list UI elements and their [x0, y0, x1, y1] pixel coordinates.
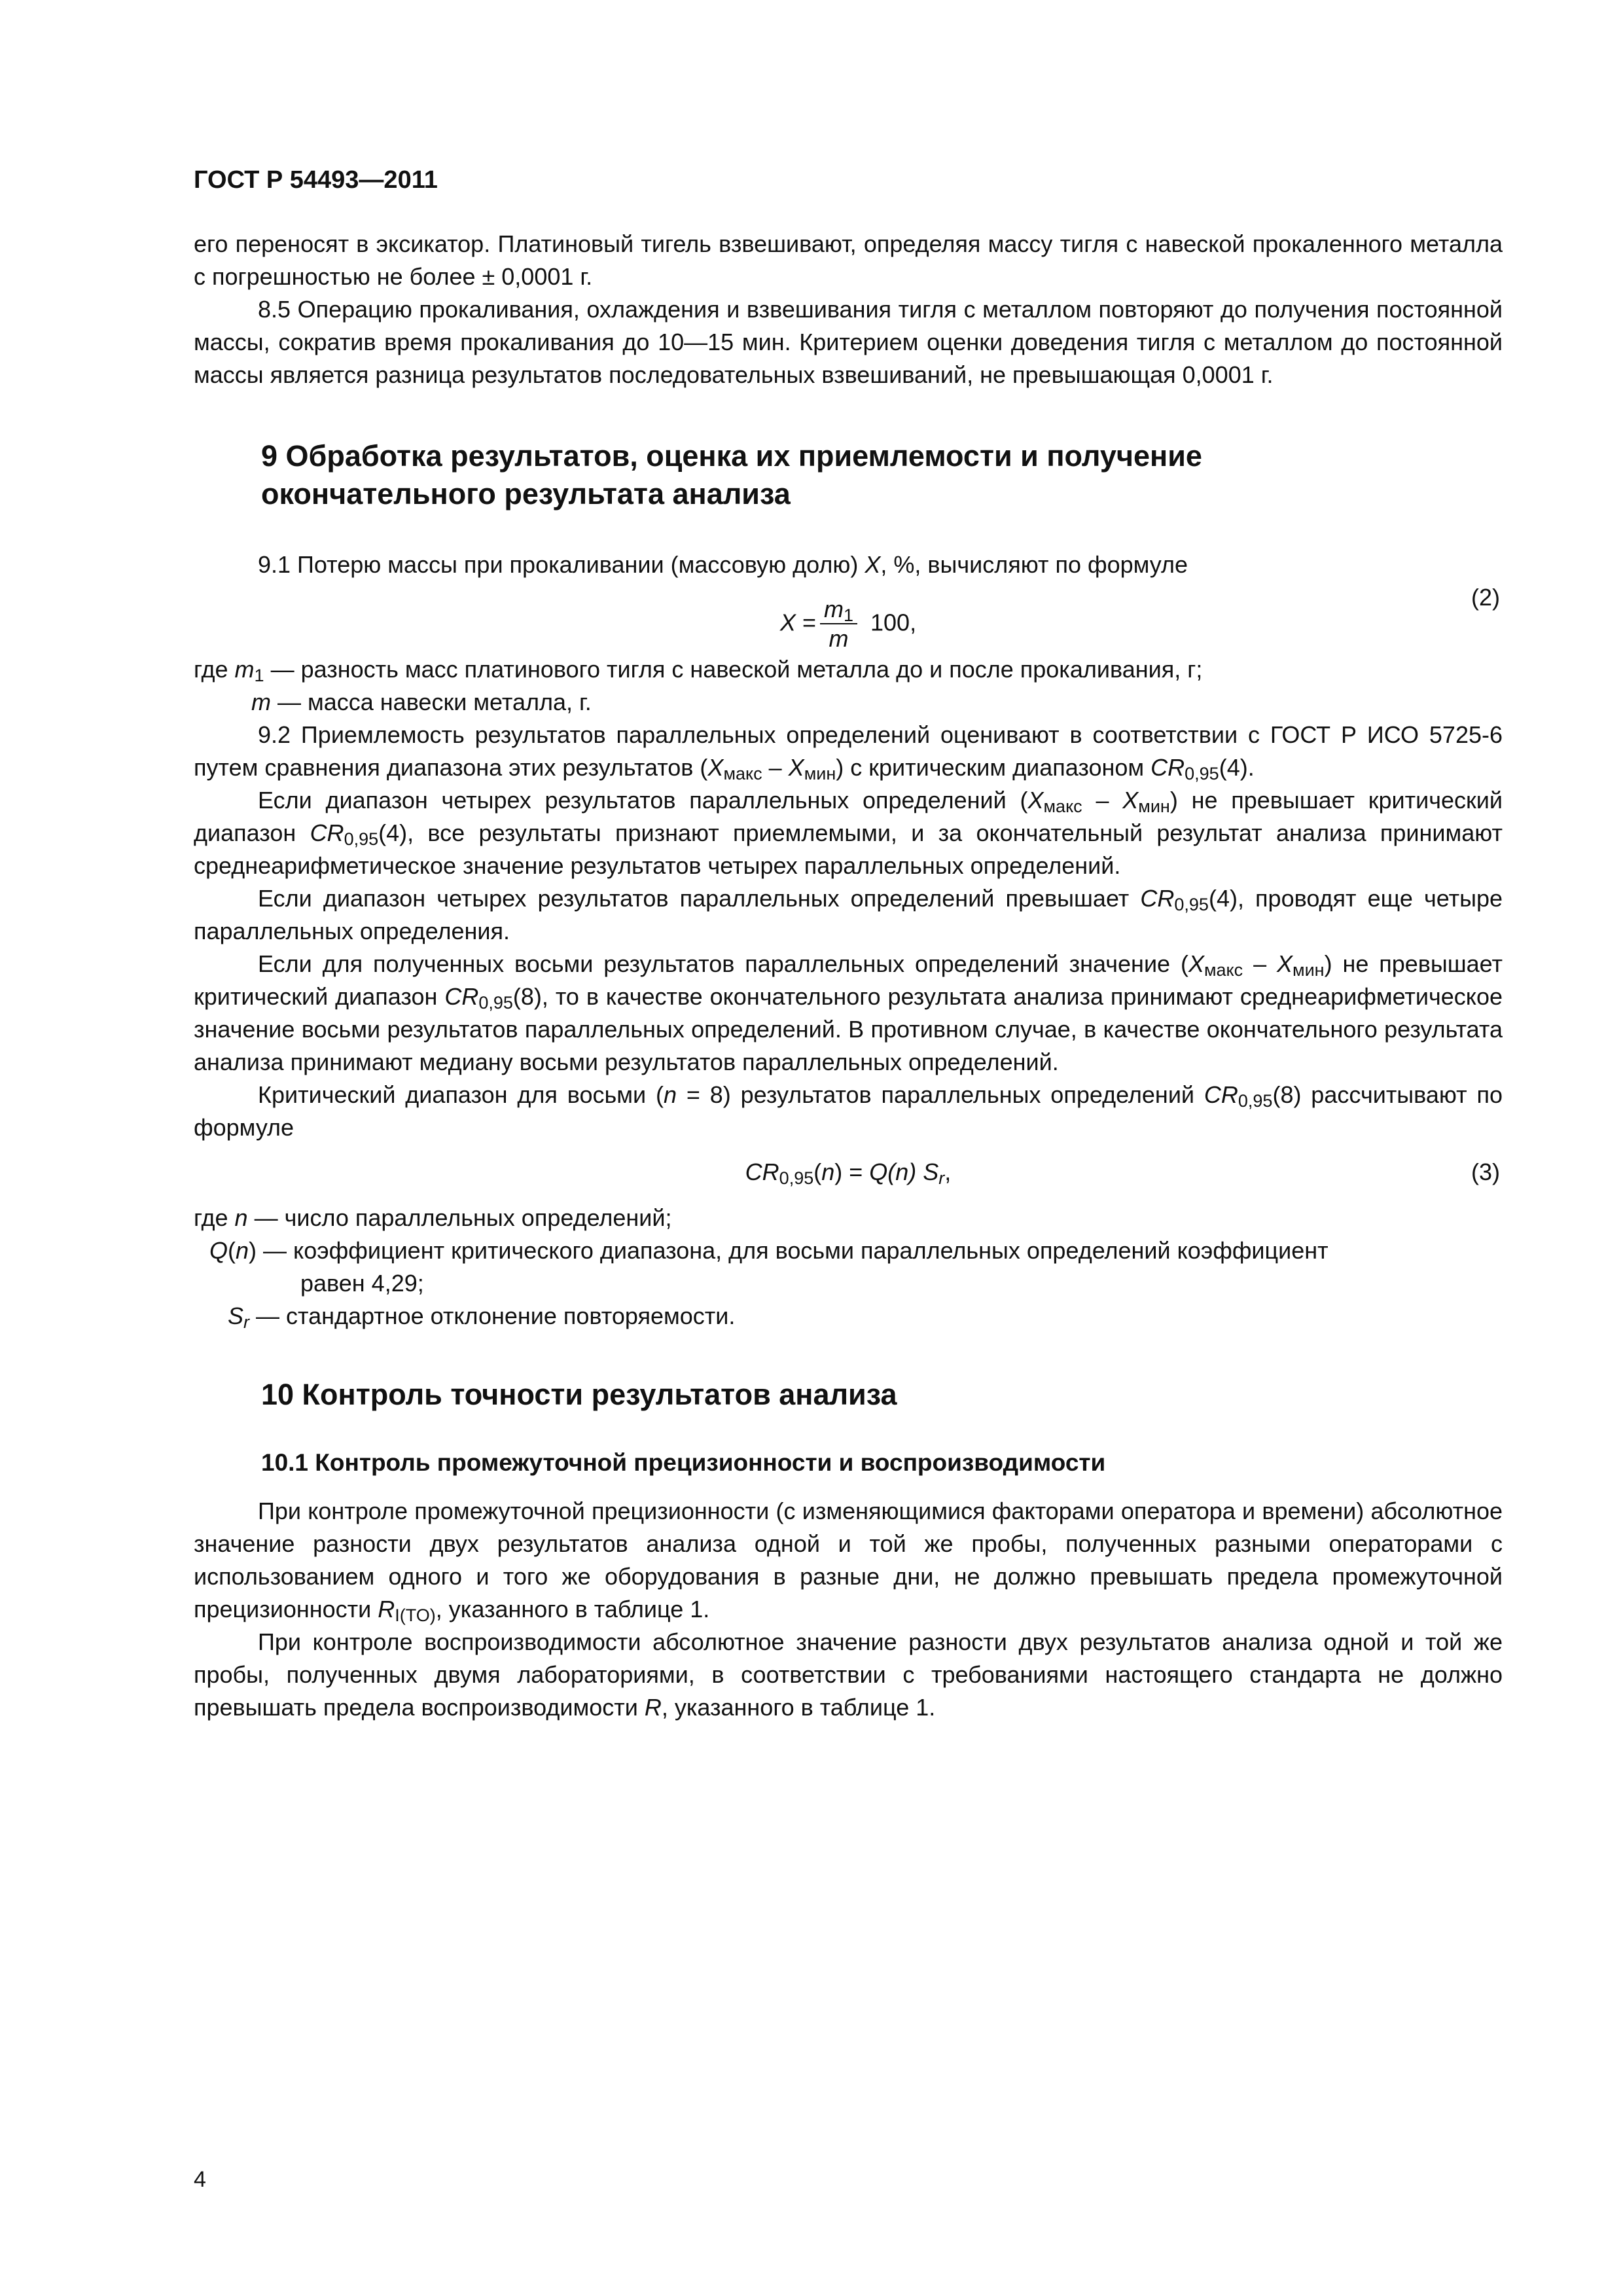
legend-q: Q(n) — коэффициент критического диапазона, для восьми параллельных определений коэффициент [209, 1237, 1329, 1264]
paragraph-range-exceeded: Если диапазон четырех результатов параллельных определений превышает $CR_{0,95}(4)$, проводят еще четыре параллельных определения. [194, 885, 1503, 944]
subsection-10-1-heading: 10.1 Контроль промежуточной прецизионности и воспроизводимости [261, 1449, 1106, 1476]
formula-3-expression: $CR_{0,95}(n) = Q(n)$ $S_r$, [745, 1158, 952, 1188]
paragraph-9-1: 9.1 Потерю массы при прокаливании (массовую долю) X, %, вычисляют по формуле [258, 551, 1188, 578]
document-page [194, 164, 1503, 2232]
paragraph-eight-results: Если для полученных восьми результатов параллельных определений значение $(X_{макс} - X_{мин})$ не превышает критический диапазон $CR_{0,95}(8)$, то в качестве окончательного результата анализа принимают среднеарифметическое значение восьми результатов параллельных определений. В противном случае, в качестве окончательного результата анализа принимают медиану восьми результатов параллельных определений. [194, 950, 1503, 1075]
paragraph-8-5: 8.5 Операцию прокаливания, охлаждения и взвешивания тигля с металлом повторяют до получения постоянной массы, сократив время прокаливания до 10—15 мин. Критерием оценки доведения тигля с металлом до постоянной массы является разница результатов последовательных взвешиваний, не превышающая 0,0001 г. [194, 296, 1503, 388]
formula-3 [194, 1148, 1503, 1198]
formula-2 [194, 581, 1503, 653]
legend-m1: где $m_1$ — разность масс платинового тигля с навеской металла до и после прокаливания, г; [194, 656, 1203, 685]
paragraph-9-2: 9.2 Приемлемость результатов параллельных определений оценивают в соответствии с ГОСТ Р ИСО 5725-6 путем сравнения диапазона этих результатов $(X_{макс} - X_{мин})$ с критическим диапазоном $CR_{0,95}(4)$. [194, 721, 1503, 783]
legend-q-continuation: равен 4,29; [300, 1270, 424, 1297]
paragraph-critical-range: Критический диапазон для восьми (n = 8) результатов параллельных определений $CR_{0,95}(8)$ рассчитывают по формуле [194, 1081, 1503, 1141]
legend-n: где n — число параллельных определений; [194, 1204, 672, 1231]
section-9-heading-line2: окончательного результата анализа [261, 477, 791, 511]
paragraph-range-acceptable: Если диапазон четырех результатов параллельных определений $(X_{макс} - X_{мин})$ не превышает критический диапазон $CR_{0,95}(4)$, все результаты признают приемлемыми, и за окончательный результат анализа принимают среднеарифметическое значение результатов четырех параллельных определений. [194, 787, 1503, 879]
paragraph-10-1-intermediate: При контроле промежуточной прецизионности (с изменяющимися факторами оператора и времени) абсолютное значение разности двух результатов анализа одной и той же пробы, полученных разными операторами с использованием одного и того же оборудования в разные дни, не должно превышать предела промежуточной прецизионности $R_{I(TO)}$, указанного в таблице 1. [194, 1498, 1503, 1625]
paragraph-10-1-reproducibility: При контроле воспроизводимости абсолютное значение разности двух результатов анализа одной и той же пробы, полученных двумя лабораториями, в соответствии с требованиями настоящего стандарта не должно превышать предела воспроизводимости R, указанного в таблице 1. [194, 1628, 1503, 1721]
section-9-heading-line1: 9 Обработка результатов, оценка их приемлемости и получение [261, 439, 1202, 473]
paragraph-continued: его переносят в эксикатор. Платиновый тигель взвешивают, определяя массу тигля с навеской прокаленного металла с погрешностью не более ± 0,0001 г. [194, 230, 1503, 290]
formula-2-fraction: $\frac{m_1}{m}$ [820, 596, 857, 653]
legend-m: m — масса навески металла, г. [251, 689, 592, 715]
section-10-heading: 10 Контроль точности результатов анализа [261, 1378, 897, 1411]
page-number: 4 [194, 2167, 206, 2192]
legend-sr: $S_r$ — стандартное отклонение повторяемости. [228, 1302, 736, 1332]
formula-2-expression: X = $\frac{m_1}{m}$ 100, [779, 596, 917, 652]
section-9-heading [261, 437, 1503, 513]
formula-3-number: (3) [1471, 1158, 1500, 1185]
formula-2-number: (2) [1471, 584, 1500, 611]
document-code-header: ГОСТ Р 54493—2011 [194, 166, 438, 194]
